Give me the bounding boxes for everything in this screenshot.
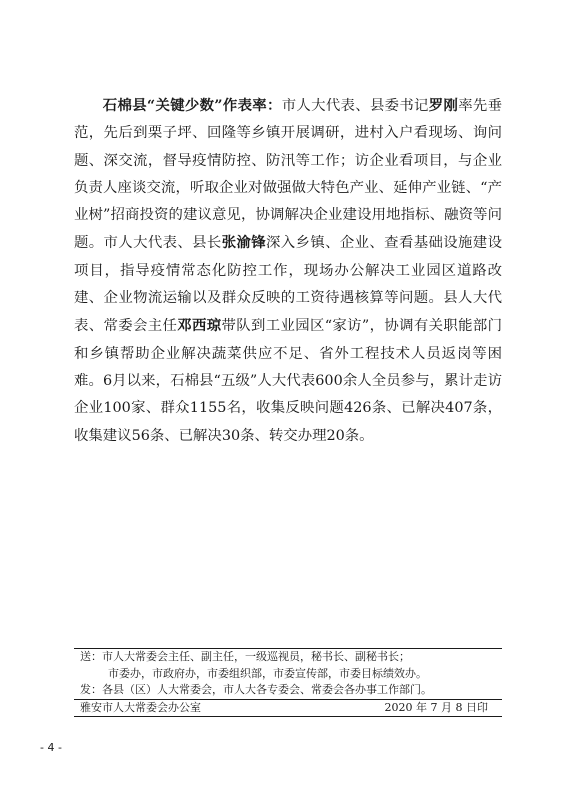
distribution-block xyxy=(74,648,502,717)
print-date: 2020 年 7 月 8 日印 xyxy=(384,700,488,714)
page-number: - 4 - xyxy=(40,741,62,754)
text-segment: 市人大代表、县委书记 xyxy=(281,98,429,114)
report-paragraph xyxy=(74,92,502,450)
divider-bottom xyxy=(74,716,502,717)
person-name: 张渝锋 xyxy=(221,234,267,252)
text-segment: 率先垂范，先后到栗子坪、回隆等乡镇开展调研，进村入户看现场、询问题、深交流，督导疫情防控、防汛等工作；访企业看项目，与企业负责人座谈交流，听取企业对做强做大特色产业、延伸产业链、“产业树”招商投资的建议意见，协调解决企业建设用地指标、融资等问题。市人大代表、县长 xyxy=(74,98,502,252)
send-to-line: 送：市人大常委会主任、副主任，一级巡视员，秘书长、副秘书长； xyxy=(80,650,410,663)
person-name: 邓西琼 xyxy=(177,317,222,335)
issuer-line xyxy=(74,700,502,717)
text-segment: 带队到工业园区“家访”，协调有关职能部门和乡镇帮助企业解决蔬菜供应不足、省外工程技术人员返岗等困难。6月以来，石棉县“五级”人大代表600余人全员参与，累计走访企业100家、群众1155名，收集反映问题426条、已解决407条，收集建议56条、已解决30条、转交办理20条。 xyxy=(74,318,502,444)
send-to-line-continued: 市委办，市政府办，市委组织部，市委宣传部，市委目标绩效办。 xyxy=(108,666,427,680)
issue-to-line: 发：各县（区）人大常委会，市人大各专委会、常委会各办事工作部门。 xyxy=(80,683,432,696)
text-segment: 深入乡镇、企业、查看基础设施建设项目，指导疫情常态化防控工作，现场办公解决工业园区道路改建、企业物流运输以及群众反映的工资待遇核算等问题。县人大代表、常委会主任 xyxy=(74,235,502,335)
section-heading: 石棉县“关键少数”作表率： xyxy=(102,97,282,114)
issuing-office: 雅安市人大常委会办公室 xyxy=(80,700,201,714)
person-name: 罗刚 xyxy=(428,97,459,114)
